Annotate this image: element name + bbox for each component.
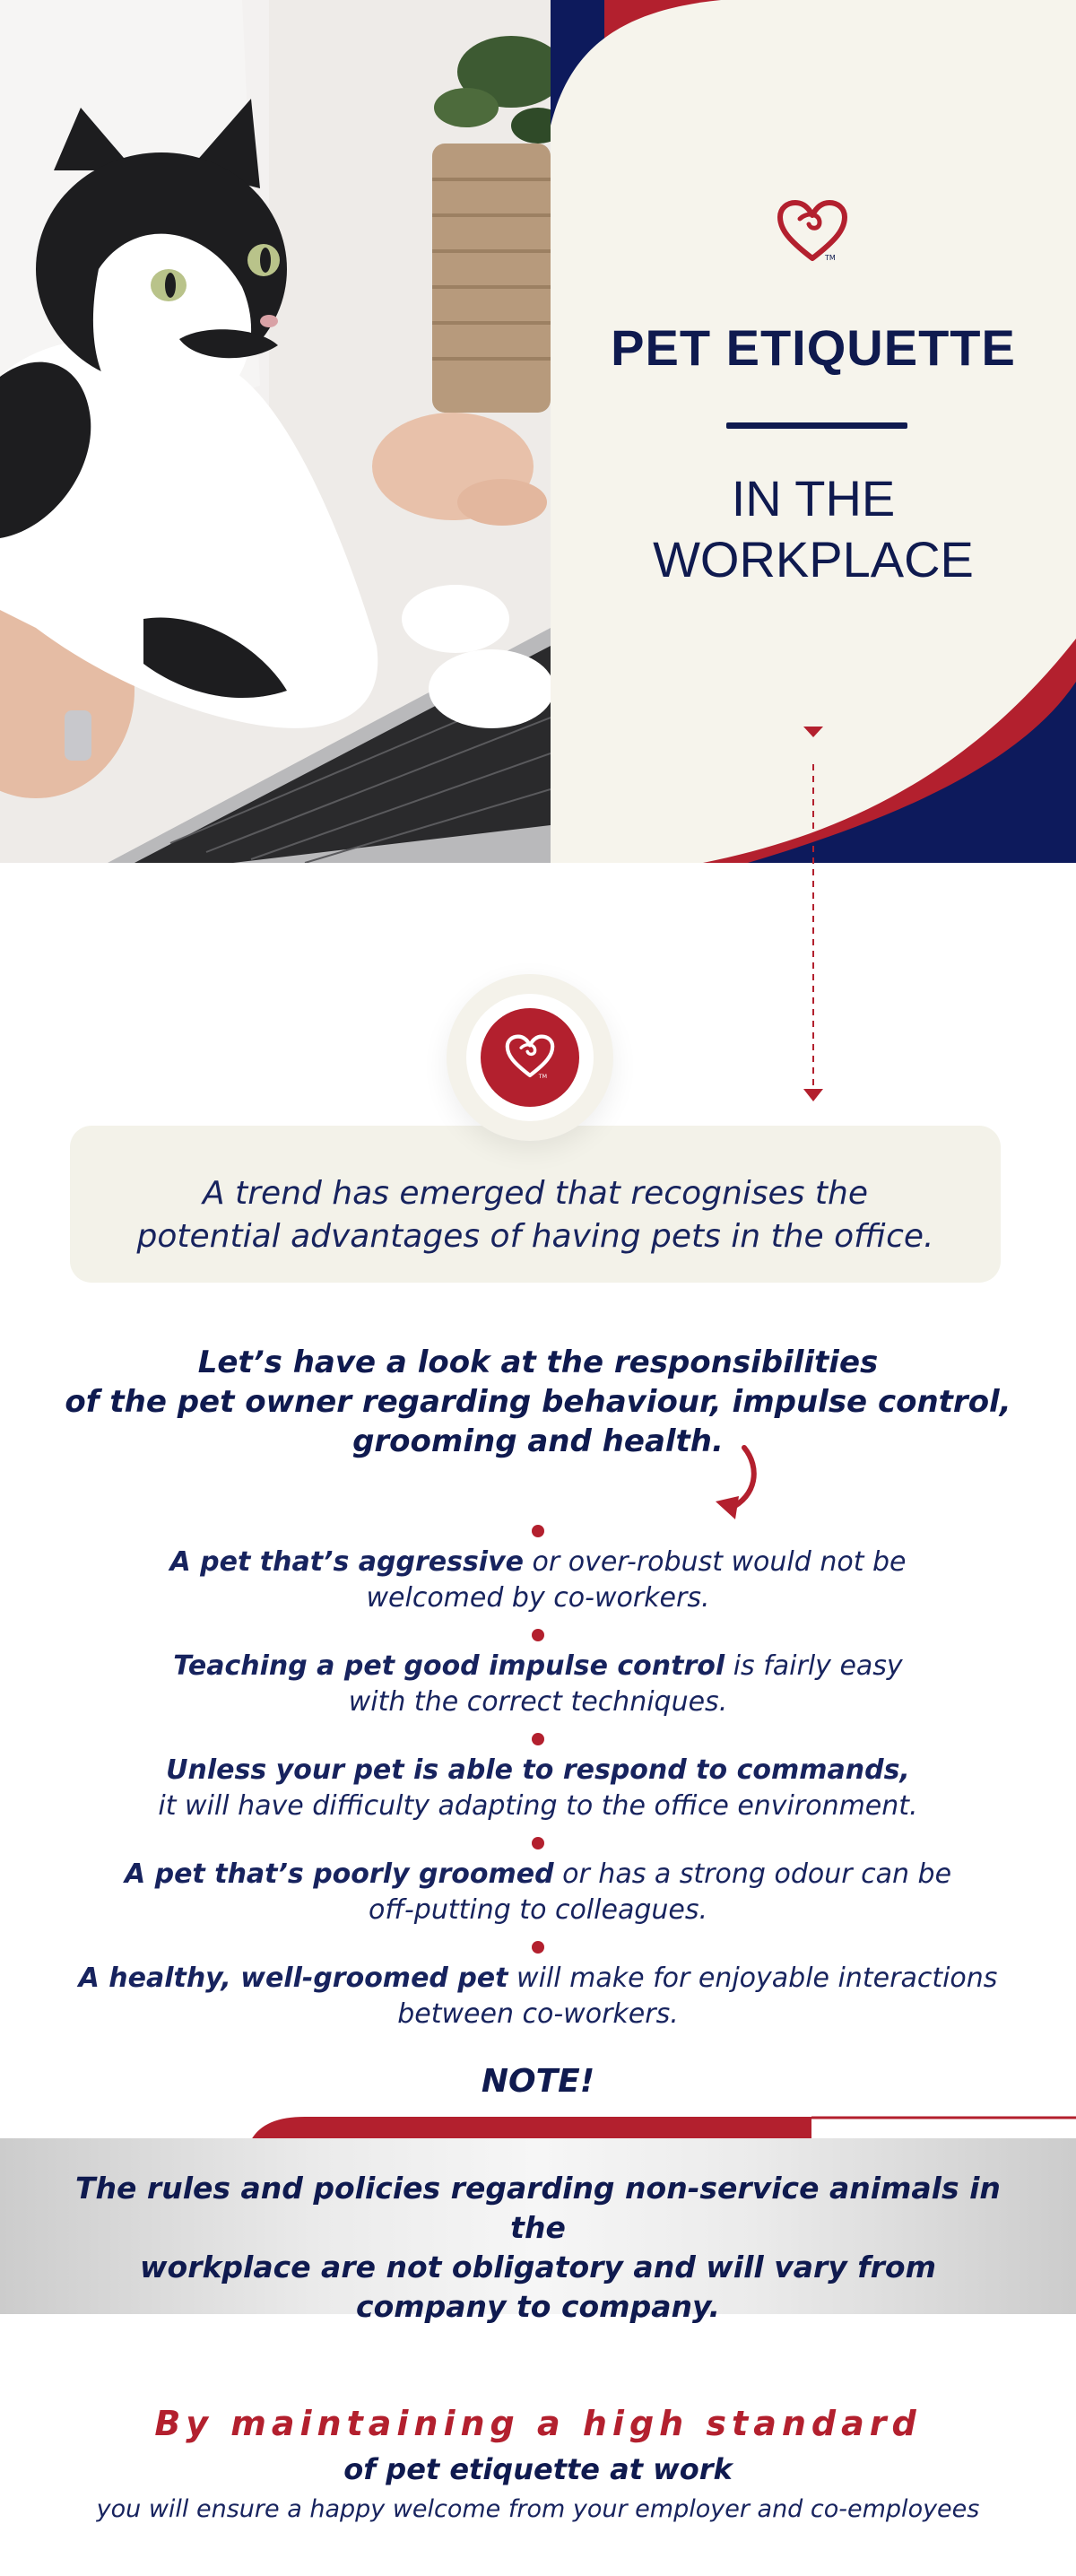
intro-line: A trend has emerged that recognises the xyxy=(203,1175,868,1212)
svg-text:TM: TM xyxy=(538,1073,548,1080)
photo-illustration xyxy=(0,0,551,863)
heart-badge xyxy=(447,974,613,1141)
page-subtitle xyxy=(551,468,1076,590)
cat-on-laptop-photo xyxy=(0,0,551,863)
title-divider xyxy=(726,422,907,429)
bullet-dot xyxy=(532,1733,544,1745)
subtitle-line: WORKPLACE xyxy=(653,531,974,587)
note-line: workplace are not obligatory and will vary from xyxy=(140,2250,936,2284)
curved-arrow-icon xyxy=(708,1444,771,1525)
lead-line: Let’s have a look at the responsibilities xyxy=(197,1345,879,1380)
bullet-dot xyxy=(532,1941,544,1954)
tip-item: A pet that’s poorly groomed or has a strong odour can be off-putting to colleagues. xyxy=(54,1837,1022,1928)
tip-item: A pet that’s aggressive or over-robust would not be welcomed by co-workers. xyxy=(54,1525,1022,1616)
note-text xyxy=(54,2169,1022,2327)
intro-box xyxy=(70,1126,1001,1283)
note-accent-bar xyxy=(0,2113,1076,2140)
lead-line: grooming and health. xyxy=(352,1423,724,1459)
tips-list xyxy=(54,1525,1022,2032)
note-box xyxy=(0,2138,1076,2324)
arrow-down-icon xyxy=(803,727,823,737)
page-title: PET ETIQUETTE xyxy=(611,319,1016,376)
heart-logo-icon xyxy=(777,199,848,264)
responsibilities-lead xyxy=(36,1343,1040,1461)
subtitle-line: IN THE xyxy=(731,470,896,527)
bullet-dot xyxy=(532,1525,544,1537)
arrow-down-icon xyxy=(803,1089,823,1101)
tip-item: A healthy, well-groomed pet will make for enjoyable interactions between co-workers. xyxy=(54,1941,1022,2032)
hero-section xyxy=(0,0,1076,863)
intro-line: potential advantages of having pets in the office. xyxy=(136,1218,934,1255)
tip-item: Unless your pet is able to respond to commands, it will have difficulty adapting to the office environment. xyxy=(54,1733,1022,1824)
note-line: company to company. xyxy=(356,2289,720,2324)
bullet-dot xyxy=(532,1629,544,1641)
closing-headline: By maintaining a high standard xyxy=(154,2404,922,2443)
closing-text: you will ensure a happy welcome from your employer and co-employees xyxy=(96,2495,980,2523)
note-title: NOTE! xyxy=(481,2063,595,2100)
closing-subheadline: of pet etiquette at work xyxy=(343,2452,733,2486)
bullet-dot xyxy=(532,1837,544,1849)
dotted-connector xyxy=(800,718,827,1112)
lead-line: of the pet owner regarding behaviour, impulse control, xyxy=(65,1384,1011,1420)
intro-text xyxy=(70,1172,1001,1258)
tip-item: Teaching a pet good impulse control is fairly easy with the correct techniques. xyxy=(54,1629,1022,1720)
note-line: The rules and policies regarding non-service animals in the xyxy=(75,2171,1001,2245)
heart-logo-icon xyxy=(505,1031,555,1082)
svg-text:TM: TM xyxy=(825,254,836,262)
